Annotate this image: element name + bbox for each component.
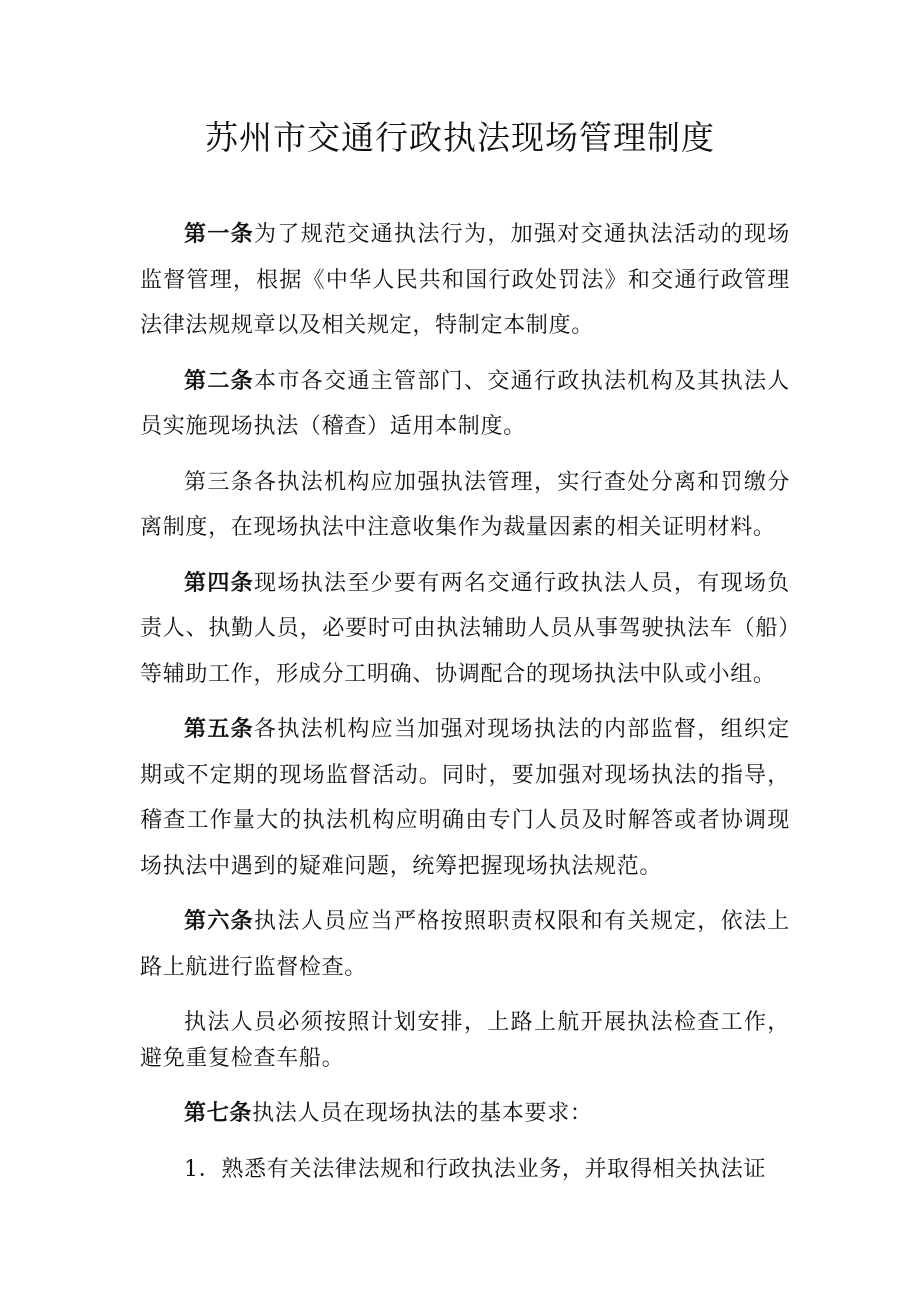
article-6-continuation (140, 1004, 790, 1077)
article-2 (140, 359, 790, 450)
article-4 (140, 561, 790, 698)
article-3 (140, 460, 790, 551)
article-1 (140, 212, 790, 349)
article-text: 现场执法至少要有两名交通行政执法人员，有现场负责人、执勤人员，必要时可由执法辅助人员从事驾驶执法车（船）等辅助工作，形成分工明确、协调配合的现场执法中队或小组。 (140, 570, 790, 687)
article-heading: 第六条 (184, 908, 254, 934)
article-heading: 第五条 (184, 716, 254, 742)
article-7-item-1 (140, 1147, 790, 1193)
document-body (140, 212, 790, 1192)
article-5 (140, 707, 790, 889)
article-7 (140, 1091, 790, 1137)
article-text: 1．熟悉有关法律法规和行政执法业务，并取得相关执法证 (184, 1156, 767, 1182)
article-heading: 第一条 (184, 221, 254, 247)
article-text: 第三条各执法机构应加强执法管理，实行查处分离和罚缴分离制度，在现场执法中注意收集作为裁量因素的相关证明材料。 (140, 469, 790, 540)
article-heading: 第四条 (184, 569, 254, 596)
article-text: 执法人员必须按照计划安排，上路上航开展执法检查工作，避免重复检查车船。 (140, 1010, 790, 1071)
article-heading: 第七条 (184, 1100, 253, 1126)
article-text: 执法人员应当严格按照职责权限和有关规定，依法上路上航进行监督检查。 (140, 909, 790, 980)
article-6 (140, 899, 790, 990)
article-text: 为了规范交通执法行为，加强对交通执法活动的现场监督管理，根据《中华人民共和国行政处罚法》和交通行政管理法律法规规章以及相关规定，特制定本制度。 (140, 222, 790, 338)
article-text: 执法人员在现场执法的基本要求： (252, 1101, 593, 1126)
article-text: 本市各交通主管部门、交通行政执法机构及其执法人员实施现场执法（稽查）适用本制度。 (140, 368, 790, 439)
document-title: 苏州市交通行政执法现场管理制度 (205, 118, 715, 157)
article-text: 各执法机构应当加强对现场执法的内部监督，组织定期或不定期的现场监督活动。同时，要加强对现场执法的指导，稽查工作量大的执法机构应明确由专门人员及时解答或者协调现场执法中遇到的疑难问题，统筹把握现场执法规范。 (140, 717, 790, 879)
article-heading: 第二条 (184, 367, 254, 394)
